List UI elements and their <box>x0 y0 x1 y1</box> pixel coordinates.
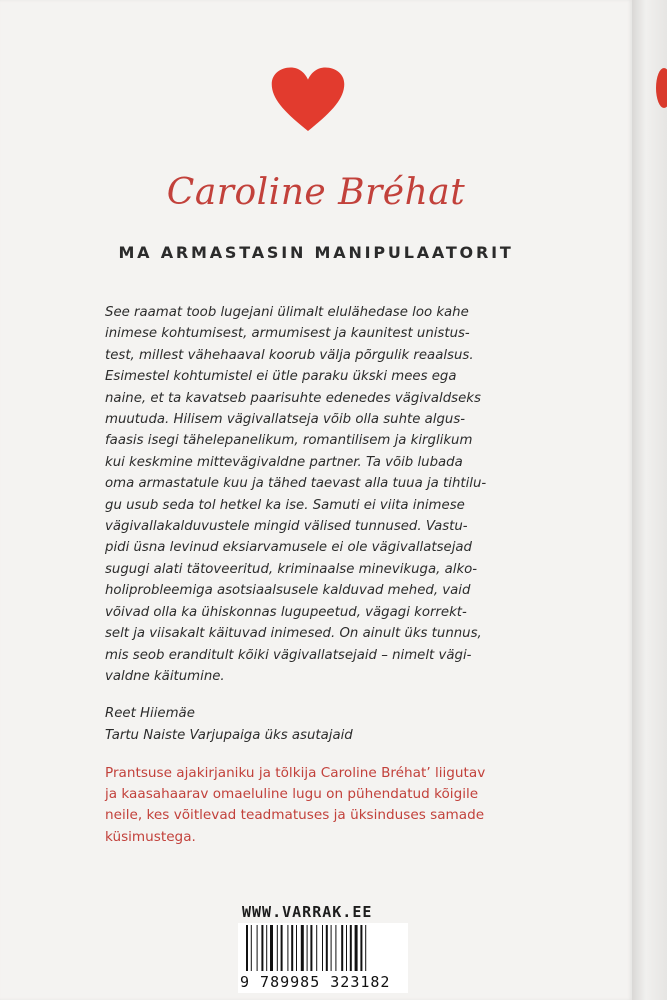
barcode-bar <box>360 925 362 971</box>
barcode <box>238 923 408 993</box>
barcode-bar <box>331 925 332 971</box>
barcode-bar <box>291 925 293 971</box>
blurb-line: inimese kohtumisest, armumisest ja kaunitest unistus- <box>105 326 470 342</box>
book-title: MA ARMASTASIN MANIPULAATORIT <box>118 243 514 262</box>
barcode-bar <box>346 925 347 971</box>
barcode-bar <box>257 925 258 971</box>
barcode-bar <box>287 925 288 971</box>
author-name: Caroline Bréhat <box>166 172 466 213</box>
barcode-bar <box>355 925 358 971</box>
blurb-line: oma armastatule kuu ja tähed taevast alla tuua ja tihtilu- <box>105 476 487 492</box>
barcode-bar <box>281 925 283 971</box>
promo-text <box>105 763 535 848</box>
book-spine-edge <box>632 0 667 1000</box>
publisher-url: WWW.VARRAK.EE <box>242 903 373 921</box>
heart-icon <box>270 66 346 134</box>
blurb-line: muutuda. Hilisem vägivallatseja võib olla suhte algus- <box>105 412 466 428</box>
blurb-line: See raamat toob lugejani ülimalt elulähedase loo kahe <box>105 305 469 320</box>
barcode-bar <box>296 925 297 971</box>
blurb-line: mis seob eranditult kõiki vägivallatsejaid – nimelt vägi- <box>105 647 472 663</box>
barcode-bar <box>310 925 312 971</box>
barcode-bar <box>341 925 343 971</box>
promo-line: Prantsuse ajakirjaniku ja tõlkija Caroline Bréhat’ liigutav <box>105 765 486 781</box>
blurb-line: võivad olla ka ühiskonnas lugupeetud, vägagi korrekt- <box>105 604 467 620</box>
barcode-bar <box>266 925 267 971</box>
barcode-bar <box>246 925 248 971</box>
promo-line: ja kaasahaarav omaeluline lugu on pühendatud kõigile <box>105 786 479 803</box>
blurb-line: valdne käitumine. <box>105 668 225 684</box>
barcode-bar <box>350 925 352 971</box>
blurb-line: holiprobleemiga asotsiaalsusele kalduvad mehed, vaid <box>105 583 471 599</box>
blurb-text <box>105 302 530 746</box>
blurb-line: vägivallakalduvustele mingid välised tunnused. Vastu- <box>105 519 468 535</box>
spine-heart-mark <box>656 68 667 108</box>
blurb-line: Esimestel kohtumistel ei ütle paraku ükski mees ega <box>105 369 457 385</box>
barcode-bar <box>301 925 304 971</box>
barcode-bar <box>251 925 252 971</box>
blurb-line: kui keskmine mittevägivaldne partner. Ta võib lubada <box>105 454 463 470</box>
blurb-line: faasis isegi tähelepanelikum, romantilisem ja kirglikum <box>105 433 473 449</box>
blurb-line: gu usub seda tol hetkel ka ise. Samuti ei viita inimese <box>105 497 465 513</box>
blurb-line: selt ja viisakalt käituvad inimesed. On ainult üks tunnus, <box>105 626 482 642</box>
blurb-line: pidi üsna levinud eksiarvamusele ei ole vägivallatsejad <box>105 540 472 556</box>
barcode-icon <box>244 925 402 973</box>
isbn-number: 9 789985 323182 <box>240 973 391 991</box>
blurb-line: naine, et ta kavatseb paarisuhte edenedes vägivaldseks <box>105 390 481 406</box>
barcode-bar <box>326 925 328 971</box>
barcode-bar <box>316 925 317 971</box>
signature-role: Tartu Naiste Varjupaiga üks asutajaid <box>105 727 353 743</box>
blurb-line: sugugi alati tätoveeritud, kriminaalse minevikuga, alko- <box>105 561 478 577</box>
signature-name: Reet Hiiemäe <box>105 706 195 722</box>
blurb-line: test, millest vähehaaval koorub välja põrgulik reaalsus. <box>105 347 474 363</box>
barcode-bar <box>277 925 278 971</box>
barcode-bar <box>365 925 366 971</box>
barcode-bar <box>270 925 273 971</box>
barcode-bar <box>307 925 308 971</box>
barcode-bar <box>261 925 263 971</box>
promo-line: küsimustega. <box>105 828 196 845</box>
barcode-bar <box>322 925 323 971</box>
promo-line: neile, kes võitlevad teadmatuses ja üksinduses samade <box>105 807 485 824</box>
barcode-bar <box>335 925 336 971</box>
